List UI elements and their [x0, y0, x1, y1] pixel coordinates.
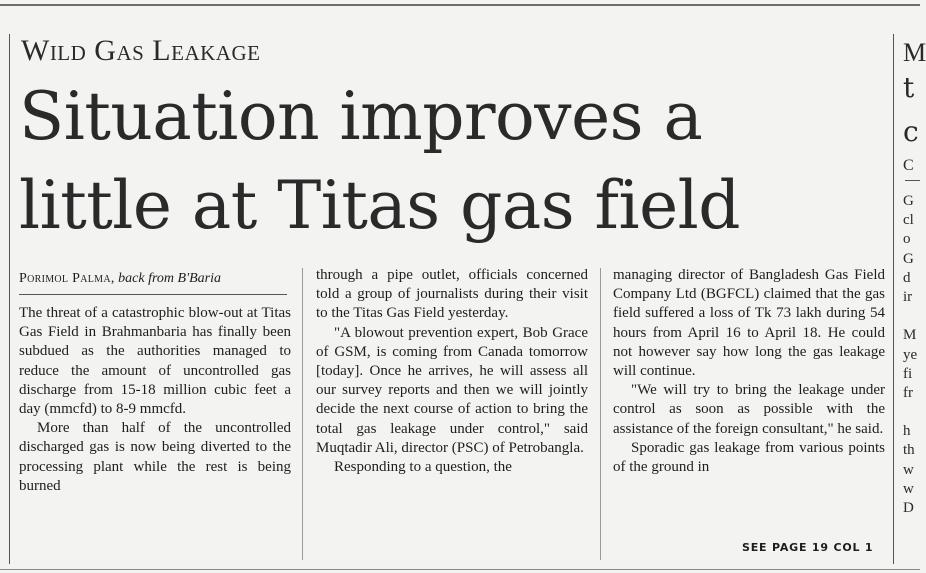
adjacent-story-line: fi — [903, 365, 913, 382]
byline — [19, 270, 289, 295]
column-border-left — [9, 34, 10, 564]
adjacent-story-line: w — [903, 480, 914, 497]
byline-rule — [19, 294, 287, 295]
paragraph: More than half of the uncontrolled discharged gas is now being diverted to the processing plant while the rest is being burned — [19, 420, 291, 494]
byline-author: Porimol Palma, — [19, 271, 115, 286]
adjacent-story-body — [903, 192, 923, 518]
paragraph: Responding to a question, the — [334, 459, 512, 476]
story-kicker: Wild Gas Leakage — [21, 34, 261, 67]
adjacent-story-line: h — [903, 423, 911, 440]
adjacent-story-line: D — [903, 500, 914, 516]
article-column-1 — [19, 304, 291, 496]
paragraph: The threat of a catastrophic blow-out at Titas Gas Field in Brahmanbaria has finally been subdued as the authorities managed to reduce the amount of uncontrolled gas discharge from 15-18 million cubic feet a day (mmcfd) to 8-9 mmcfd. — [19, 305, 291, 418]
continuation-jump-line: SEE PAGE 19 COL 1 — [742, 541, 874, 554]
article-column-2 — [316, 266, 588, 477]
adjacent-story-line: ye — [903, 346, 918, 363]
adjacent-story-kicker: M — [903, 38, 926, 67]
adjacent-story-line: d — [903, 269, 911, 286]
page-top-rule — [0, 4, 920, 6]
headline-line-2: little at Titas gas field — [19, 167, 741, 244]
adjacent-story-line: o — [903, 231, 911, 248]
headline-line-1: Situation improves a — [19, 78, 703, 155]
adjacent-story-line — [903, 307, 923, 326]
adjacent-story-headline-line-1: t — [903, 71, 915, 104]
adjacent-story-line: G — [903, 250, 914, 267]
headline — [19, 72, 889, 250]
adjacent-story-headline-line-2: c — [903, 115, 919, 148]
paragraph: "A blowout prevention expert, Bob Grace of GSM, is coming from Canada tomorrow [today]. Once he arrives, he will assess all our survey reports and then we will jointly decide the next course of action to bring the total gas leakage under control," said Muqtadir Ali, director (PSC) of Petrobangla. — [316, 324, 588, 456]
adjacent-story-line: G — [903, 193, 914, 209]
adjacent-byline-rule — [905, 180, 920, 181]
column-divider — [600, 268, 601, 560]
paragraph: managing director of Bangladesh Gas Field Company Ltd (BGFCL) claimed that the gas field suffered a loss of Tk 73 lakh during 54 hours from April 16 to April 18. He could not however say how long the gas leakage will continue. — [613, 267, 885, 380]
column-divider — [302, 268, 303, 560]
paragraph: through a pipe outlet, officials concerned told a group of journalists during their visit to the Titas Gas Field yesterday. — [316, 267, 588, 322]
article-column-3 — [613, 266, 885, 477]
adjacent-story-line: cl — [903, 212, 914, 229]
byline-dateline: back from B'Baria — [118, 271, 221, 286]
adjacent-story-line: M — [903, 327, 917, 344]
adjacent-story-line — [903, 403, 923, 422]
column-border-right — [893, 34, 894, 564]
page-bottom-rule — [0, 569, 920, 570]
adjacent-story-line: th — [903, 442, 915, 459]
adjacent-story-byline: C — [903, 157, 914, 174]
adjacent-story-line: fr — [903, 384, 913, 401]
paragraph: Sporadic gas leakage from various points of the ground in — [613, 439, 885, 476]
adjacent-story-line: w — [903, 461, 914, 478]
adjacent-story-line: ir — [903, 288, 913, 305]
paragraph: "We will try to bring the leakage under control as soon as possible with the assistance of the foreign consultant," he said. — [613, 382, 885, 437]
